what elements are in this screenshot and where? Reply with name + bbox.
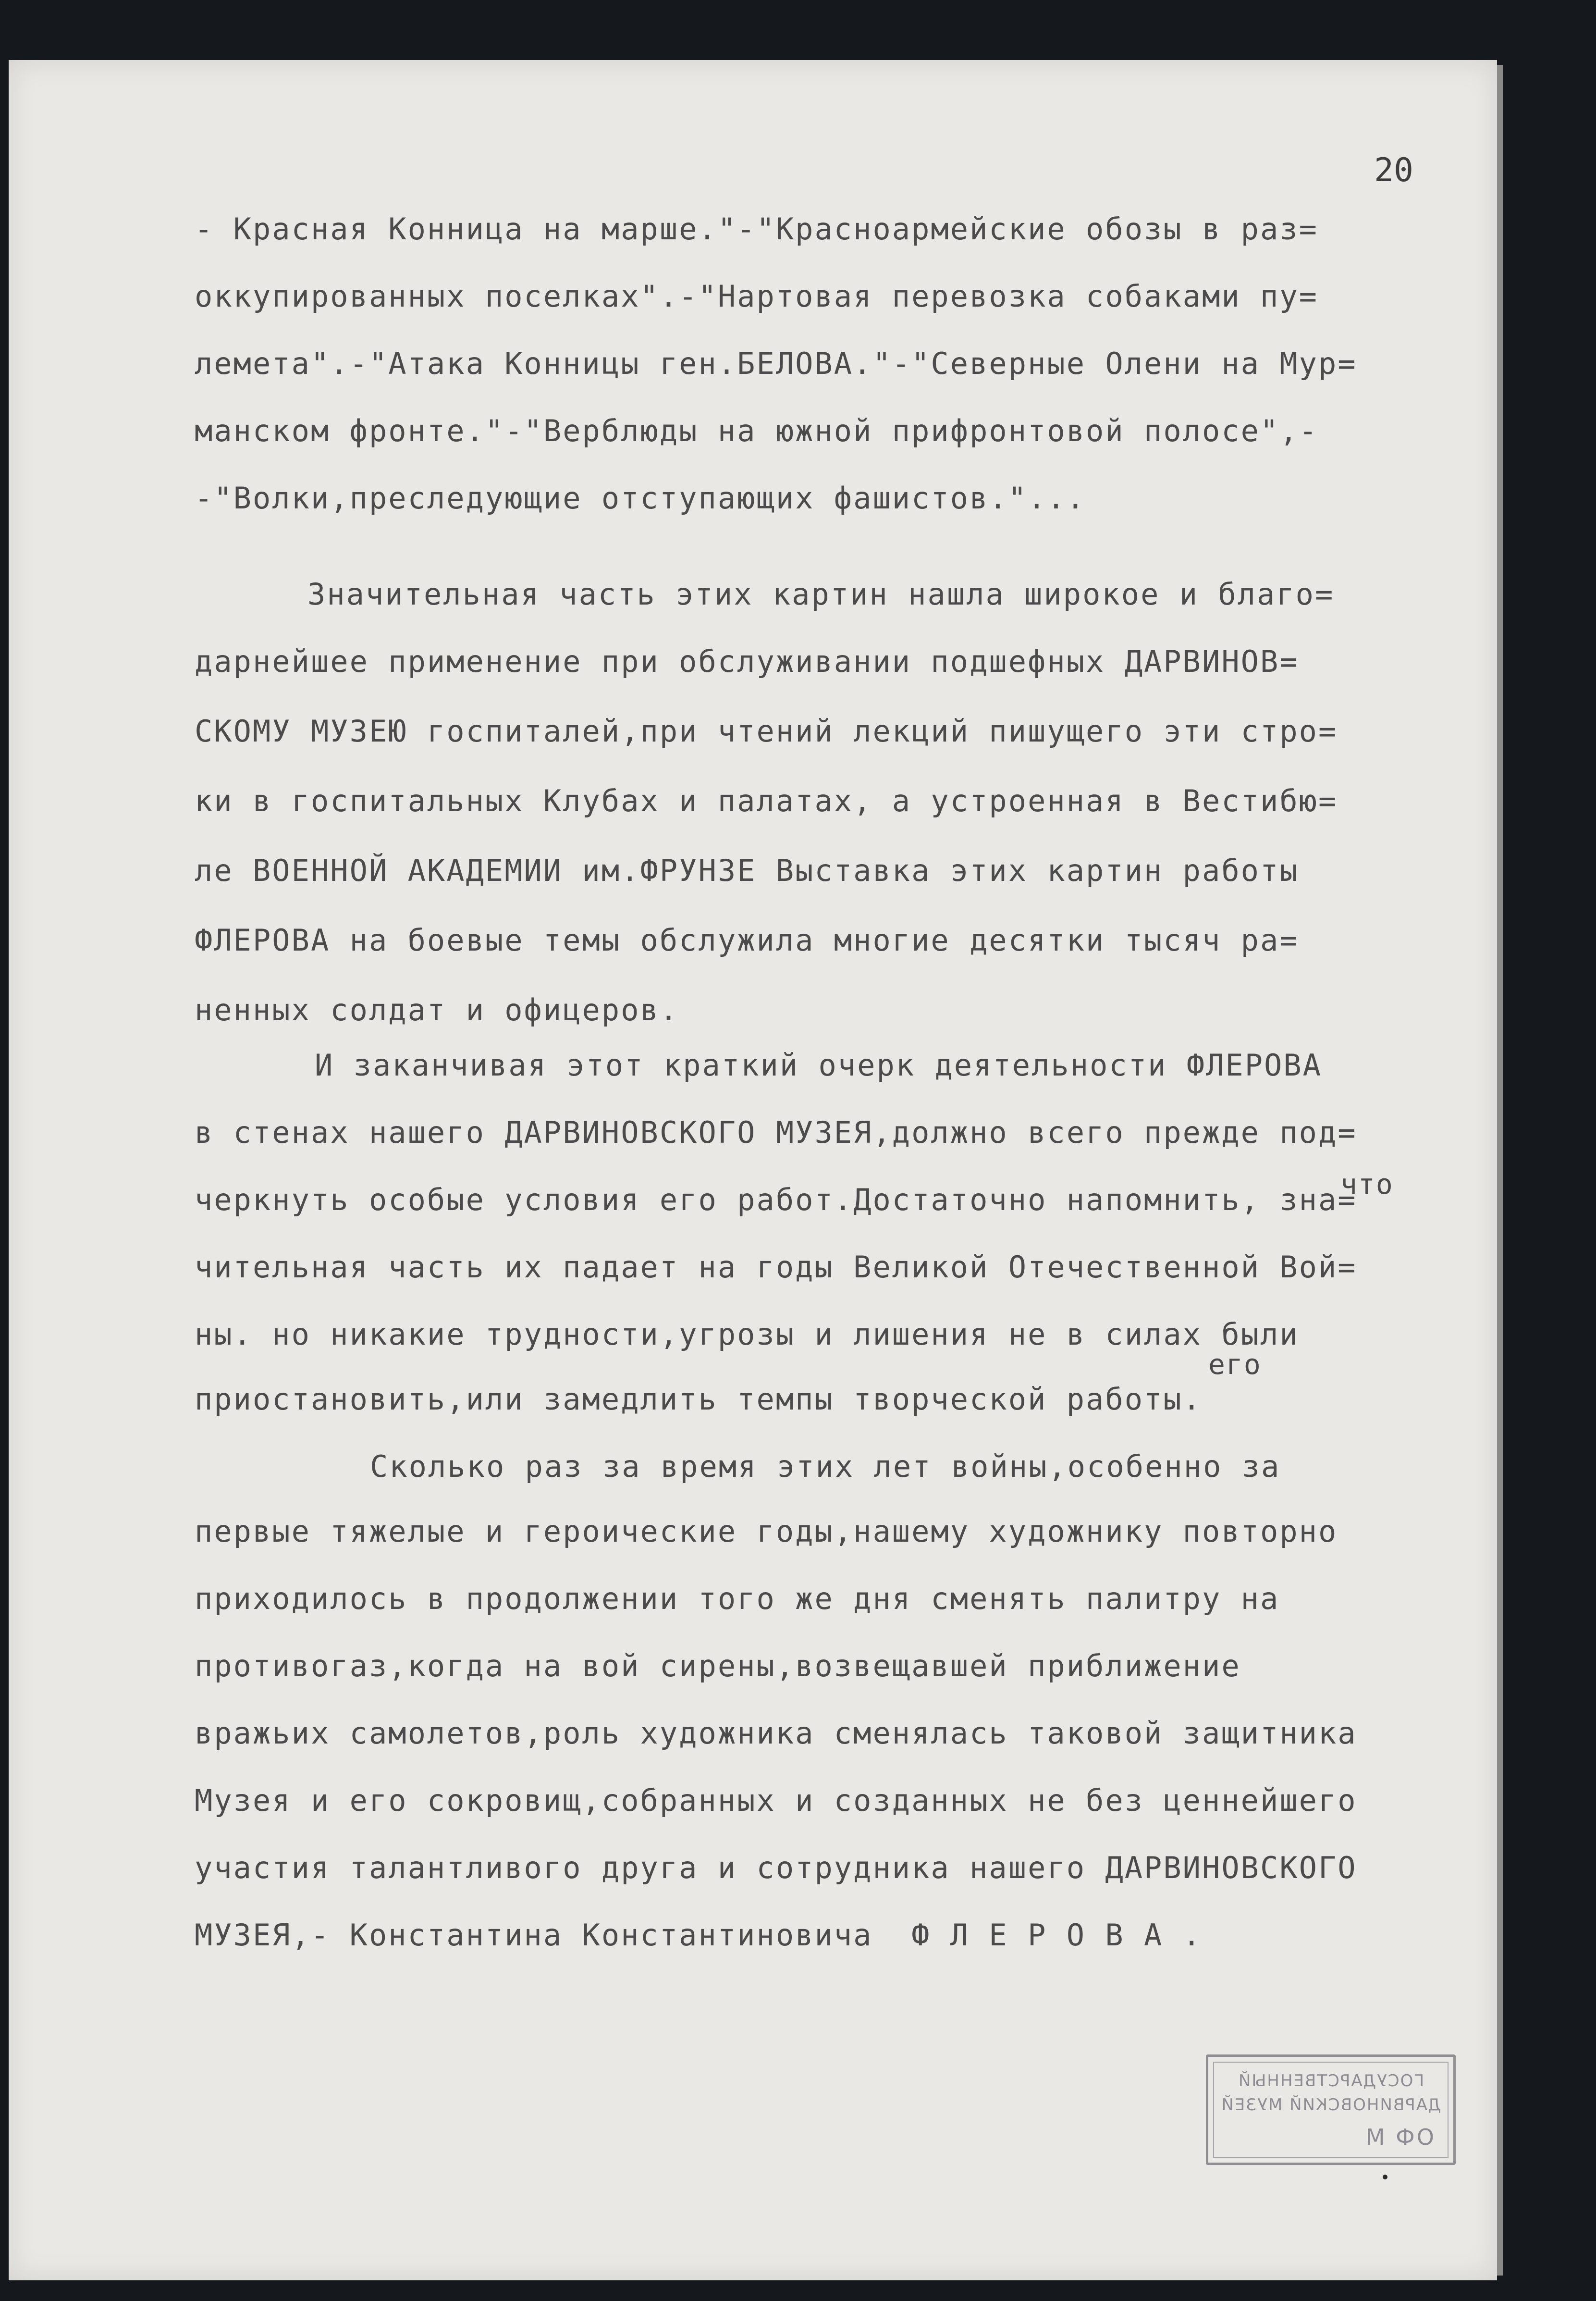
text-line: противогаз,когда на вой сирены,возвещавшей приближение xyxy=(195,1648,1241,1683)
text-line: ненных солдат и офицеров. xyxy=(195,992,679,1027)
text-line: - Красная Конница на марше."-"Красноармейские обозы в раз= xyxy=(195,211,1318,247)
text-line: приостановить,или замедлить темпы творческой работы. xyxy=(195,1382,1203,1417)
text-line: лемета".-"Атака Конницы ген.БЕЛОВА."-"Северные Олени на Мур= xyxy=(195,346,1357,381)
text-line: оккупированных поселках".-"Нартовая перевозка собаками пу= xyxy=(195,279,1318,314)
page-number: 20 xyxy=(1374,151,1413,189)
text-line: дарнейшее применение при обслуживании подшефных ДАРВИНОВ= xyxy=(195,644,1299,679)
paper-speck xyxy=(1383,2175,1387,2179)
text-line: Музея и его сокровищ,собранных и созданных не без ценнейшего xyxy=(195,1783,1357,1818)
text-line: ки в госпитальных Клубах и палатах, а устроенная в Вестибю= xyxy=(195,783,1338,818)
text-line: ФЛЕРОВА на боевые темы обслужила многие десятки тысяч ра= xyxy=(195,923,1299,958)
stamp-text: ОФ М xyxy=(1363,2124,1434,2150)
text-line: участия талантливого друга и сотрудника нашего ДАРВИНОВСКОГО xyxy=(195,1850,1357,1885)
text-line: манском фронте."-"Верблюды на южной прифронтовой полосе",- xyxy=(195,413,1318,448)
text-line: в стенах нашего ДАРВИНОВСКОГО МУЗЕЯ,должно всего прежде под= xyxy=(195,1115,1357,1150)
text-line: -"Волки,преследующие отступающих фашистов."... xyxy=(195,481,1086,516)
text-line: вражьих самолетов,роль художника сменялась таковой защитника xyxy=(195,1716,1357,1751)
stamp-text: ДАРВИНОВСКИЙ МУЗЕЙ xyxy=(1220,2095,1441,2115)
handwritten-insertion: его xyxy=(1208,1348,1262,1381)
text-line: черкнуть особые условия его работ.Достаточно напомнить, зна= xyxy=(195,1182,1357,1217)
text-line: И заканчивая этот краткий очерк деятельности ФЛЕРОВА xyxy=(315,1048,1323,1083)
handwritten-insertion: что xyxy=(1340,1168,1394,1200)
museum-stamp xyxy=(1206,2054,1456,2165)
text-line: ле ВОЕННОЙ АКАДЕМИИ им.ФРУНЗЕ Выставка этих картин работы xyxy=(195,853,1299,888)
stamp-text: ГОСУДАРСТВЕННЫЙ xyxy=(1237,2071,1424,2091)
text-line: ны. но никакие трудности,угрозы и лишения не в силах были xyxy=(195,1317,1299,1352)
text-line: Значительная часть этих картин нашла широкое и благо= xyxy=(307,577,1335,612)
text-line: Сколько раз за время этих лет войны,особенно за xyxy=(370,1449,1281,1484)
text-line: СКОМУ МУЗЕЮ госпиталей,при чтений лекций пишущего эти стро= xyxy=(195,714,1338,749)
text-line: первые тяжелые и героические годы,нашему художнику повторно xyxy=(195,1514,1338,1549)
text-line: приходилось в продолжении того же дня сменять палитру на xyxy=(195,1581,1280,1616)
text-line: МУЗЕЯ,- Константина Константиновича Ф Л Е Р О В А . xyxy=(195,1918,1203,1953)
text-line: чительная часть их падает на годы Великой Отечественной Вой= xyxy=(195,1249,1357,1285)
page-edge xyxy=(1497,65,1503,2276)
